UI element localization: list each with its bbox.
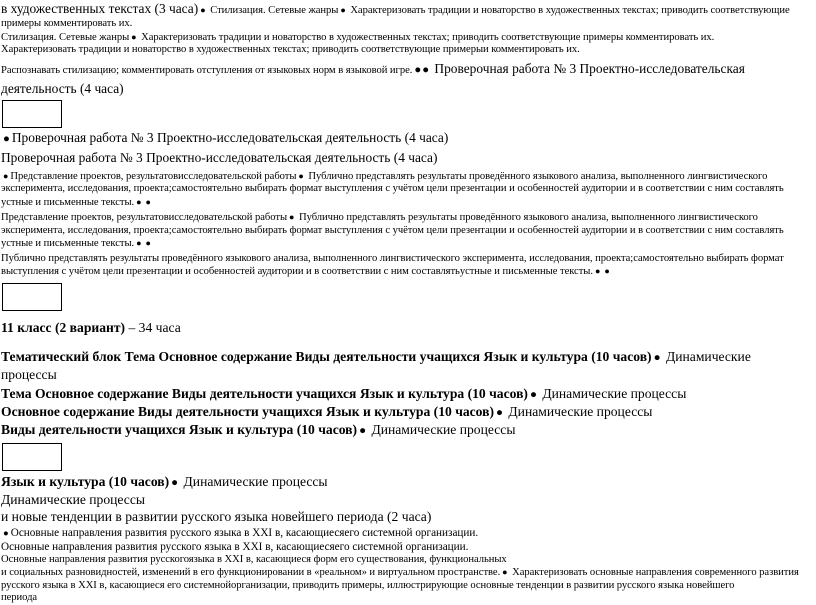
- empty-cell-box: [2, 100, 62, 128]
- tail-line-2: Основные направления развития русского языка в XXI в, касающиесяего системной организации.: [1, 540, 469, 553]
- tail-line-5: русского языка в XXI в, касающиеся его системнойорганизации, приводить примеры, иллюстрирующие основные тенденции в развитии русского языка новейшего: [1, 579, 735, 591]
- tail-line-1: ● Основные направления развития русского языка в XXI в, касающиесяего системной организации.: [1, 527, 816, 541]
- line-14: устные и письменные тексты.● ●: [1, 237, 816, 251]
- line-16: выступления с учётом цели презентации и особенностей аудитории и в соответствии с ним составлятьустные и письменные тексты.● ●: [1, 265, 816, 279]
- line-6: деятельность (4 часа): [1, 80, 124, 96]
- new-trends-heading: и новые тенденции в развитии русского языка новейшего периода (2 часа): [1, 508, 432, 524]
- tail-line-4: и социальных разновидностей, изменений в его функционировании в «реальном» и виртуальном пространстве.● Характеризовать основные направления современного развития: [1, 566, 816, 580]
- line-11: устные и письменные тексты.● ●: [1, 196, 816, 210]
- table-header-5: Язык и культура (10 часов)● Динамические процессы: [1, 473, 816, 491]
- line-5: Распознавать стилизацию; комментировать отступления от языковых норм в языковой игре.● ● Проверочная работа № 3 Проектно-исследовательская: [1, 60, 816, 78]
- table-header-3: Основное содержание Виды деятельности учащихся Язык и культура (10 часов)● Динамические процессы: [1, 403, 816, 421]
- line-15: Публично представлять результаты проведённого языкового анализа, выполненного лингвистического эксперимента, исследования, проекта;самостоятельно выбирать формат: [1, 252, 784, 264]
- table-header-2: Тема Основное содержание Виды деятельности учащихся Язык и культура (10 часов)● Динамические процессы: [1, 385, 816, 403]
- table-header-1-cont: процессы: [1, 366, 57, 382]
- line-7: ● Проверочная работа № 3 Проектно-исследовательская деятельность (4 часа): [1, 130, 816, 147]
- tail-line-6: периода: [1, 592, 38, 603]
- line-8: Проверочная работа № 3 Проектно-исследовательская деятельность (4 часа): [1, 149, 438, 165]
- line-4: Характеризовать традиции и новаторство в художественных текстах; приводить соответствующие примерыи комментировать их.: [1, 44, 580, 55]
- line-13: эксперимента, исследования, проекта;самостоятельно выбирать формат выступления с учётом цели презентации и особенностей аудитории и в соответствии с ним составлять: [1, 224, 784, 236]
- line-10: эксперимента, исследования, проекта;самостоятельно выбирать формат выступления с учётом цели презентации и особенностей аудитории и в соответствии с ним составлять: [1, 183, 784, 194]
- tail-line-3: Основные направления развития русскогоязыка в XXI в, касающиеся форм его существования, функциональных: [1, 553, 507, 565]
- line-1: в художественных текстах (3 часа)● Стилизация. Сетевые жанры● Характеризовать традиции и новаторство в художественных текстах; приводить соответствующие: [1, 0, 816, 18]
- grade-heading: 11 класс (2 вариант) – 34 часа: [1, 319, 181, 335]
- dynamic-processes: Динамические процессы: [1, 491, 146, 507]
- line-9: ● Представление проектов, результатовисследовательской работы● Публично представлять результаты проведённого языкового анализа, выполненного лингвистического: [1, 170, 816, 184]
- empty-cell-box: [2, 283, 62, 311]
- table-header-4: Виды деятельности учащихся Язык и культура (10 часов)● Динамические процессы: [1, 421, 816, 439]
- line-12: Представление проектов, результатовисследовательской работы● Публично представлять результаты проведённого языкового анализа, выполненного лингвистического: [1, 211, 816, 225]
- line-3: Стилизация. Сетевые жанры● Характеризовать традиции и новаторство в художественных текстах; приводить соответствующие примеры комментировать их.: [1, 31, 816, 45]
- table-header-1: Тематический блок Тема Основное содержание Виды деятельности учащихся Язык и культура (10 часов)● Динамические: [1, 348, 816, 366]
- empty-cell-box: [2, 443, 62, 471]
- line-2: примеры комментировать их.: [1, 18, 133, 29]
